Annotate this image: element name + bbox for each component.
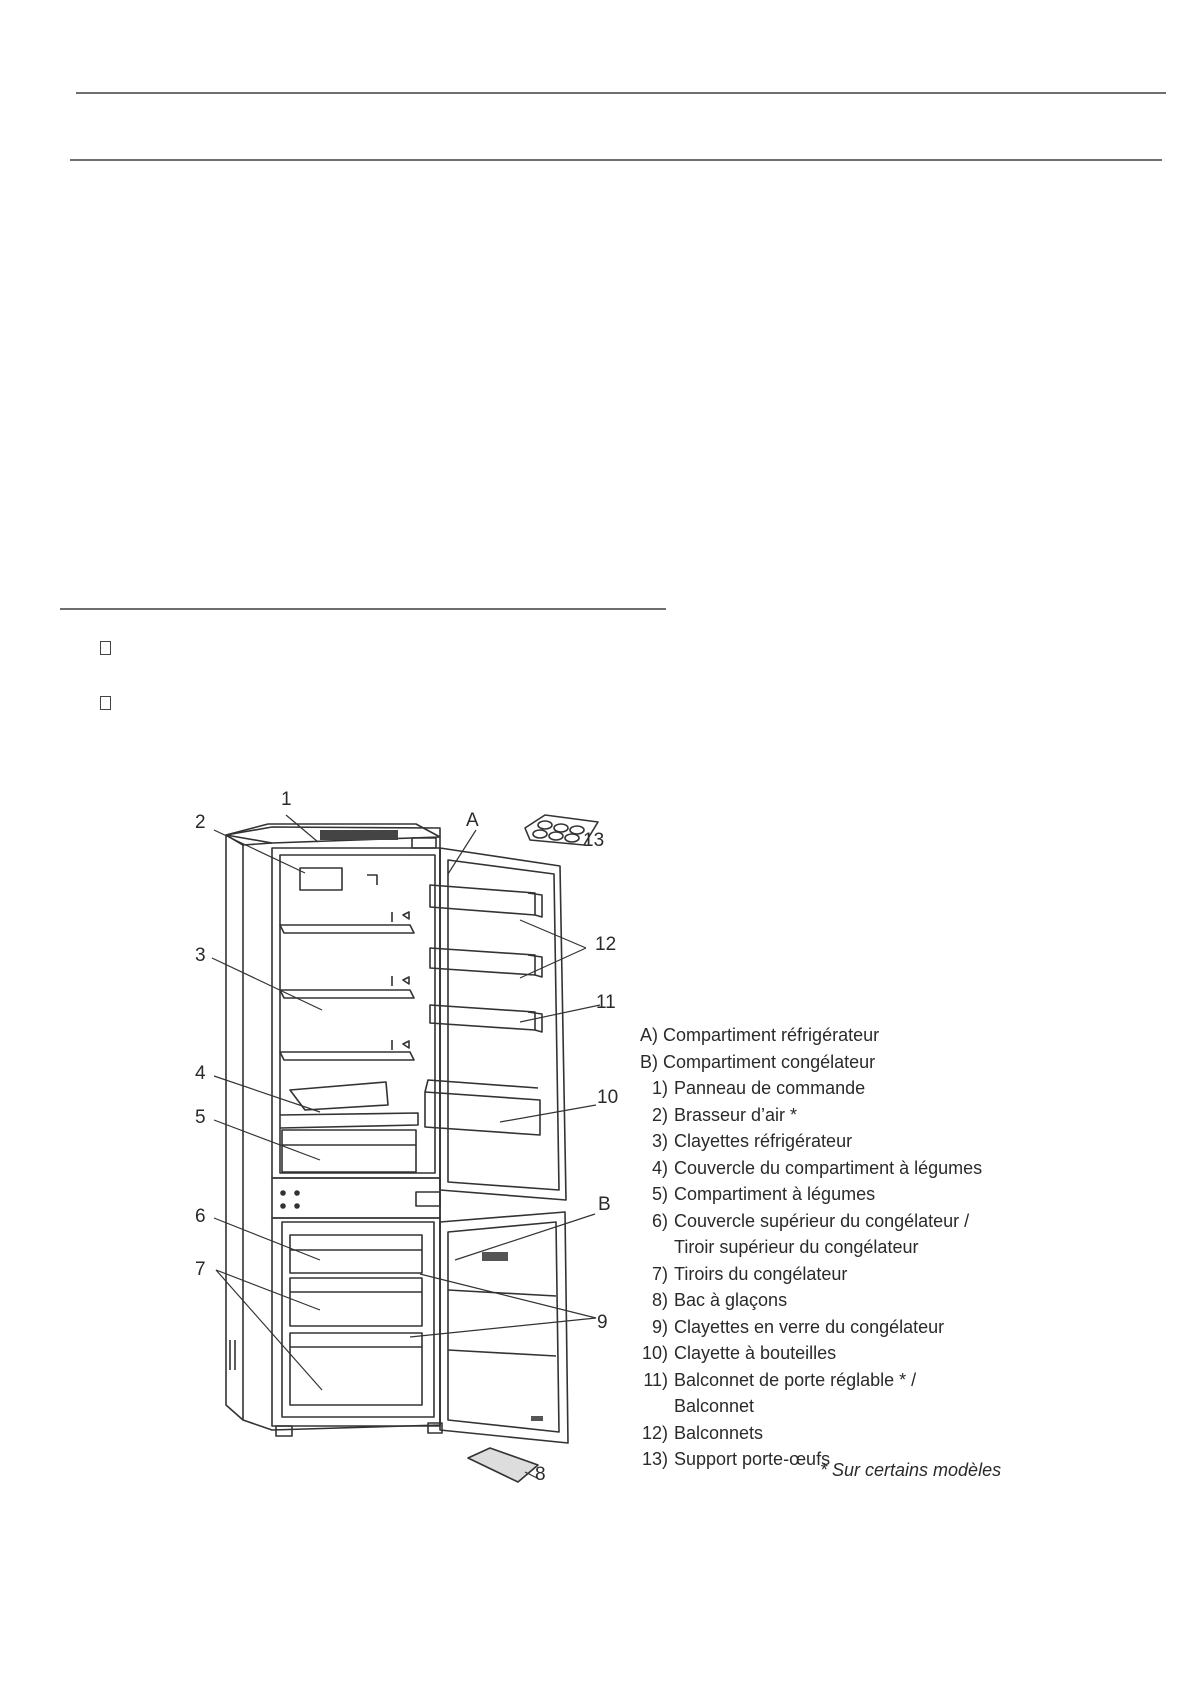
callout-5: 5	[195, 1107, 206, 1128]
callout-10: 10	[597, 1087, 619, 1108]
legend-item-2	[640, 1102, 982, 1129]
legend-key: A)	[640, 1025, 658, 1045]
legend-key: 7)	[651, 1263, 668, 1284]
legend-key: B)	[640, 1051, 658, 1072]
diagram-legend	[640, 1022, 982, 1473]
legend-text: Couvercle du compartiment à légumes	[674, 1157, 983, 1178]
crisper-lid-frame	[290, 1082, 388, 1110]
legend-key: 6)	[651, 1210, 668, 1231]
control-panel	[320, 830, 398, 840]
door-rack	[430, 885, 535, 915]
legend-text: Compartiment à légumes	[674, 1184, 876, 1204]
legend-item-4	[640, 1155, 982, 1182]
legend-text: Balconnet de porte réglable * /	[674, 1369, 917, 1390]
legend-item-5	[640, 1181, 982, 1208]
callout-12: 12	[595, 934, 617, 955]
legend-text: Couvercle supérieur du congélateur /	[674, 1210, 970, 1231]
freezer-door-shelf	[448, 1290, 556, 1356]
crisper-drawer	[282, 1130, 416, 1172]
legend-item-11	[640, 1367, 982, 1394]
legend-text: Balconnets	[674, 1422, 764, 1443]
legend-text: Tiroirs du congélateur	[674, 1263, 848, 1284]
legend-item-a	[640, 1022, 982, 1049]
callout-B: B	[598, 1194, 611, 1215]
fridge-door	[440, 848, 566, 1200]
legend-key: 3)	[651, 1131, 668, 1151]
callout-A: A	[466, 810, 479, 831]
fridge-shelf	[280, 1052, 414, 1060]
legend-text: Clayettes réfrigérateur	[674, 1131, 853, 1151]
legend-item-1	[640, 1075, 982, 1102]
legend-key: 13)	[641, 1449, 668, 1469]
legend-item-6	[640, 1208, 982, 1235]
freezer-door-label	[482, 1252, 508, 1261]
legend-text: Clayette à bouteilles	[674, 1343, 837, 1363]
callout-6: 6	[195, 1206, 206, 1227]
legend-text: Clayettes en verre du congélateur	[674, 1316, 945, 1337]
crisper-lid	[280, 1113, 418, 1128]
legend-key: 10)	[641, 1343, 668, 1363]
callout-8: 8	[535, 1464, 546, 1485]
legend-item-8	[640, 1287, 982, 1314]
legend-item-7	[640, 1261, 982, 1288]
freezer-drawer	[290, 1235, 422, 1273]
callout-11: 11	[596, 992, 616, 1013]
legend-item-12	[640, 1420, 982, 1447]
door-rack	[430, 1005, 535, 1030]
legend-key: 5)	[651, 1184, 668, 1204]
legend-text: Bac à glaçons	[674, 1290, 788, 1310]
legend-item-10	[640, 1340, 982, 1367]
legend-text: Support porte-œufs	[674, 1449, 831, 1469]
callout-9: 9	[597, 1312, 608, 1333]
legend-key: 8)	[651, 1290, 668, 1310]
legend-text: Compartiment réfrigérateur	[663, 1025, 880, 1045]
legend-key: 9)	[651, 1316, 668, 1337]
callout-4: 4	[195, 1063, 206, 1084]
freezer-drawer	[290, 1333, 422, 1405]
callout-2: 2	[195, 812, 206, 833]
legend-item-9	[640, 1314, 982, 1341]
legend-footnote: * Sur certains modèles	[820, 1460, 1002, 1480]
fridge-shelf	[280, 925, 414, 933]
callout-7: 7	[195, 1259, 206, 1280]
freezer-drawer	[290, 1278, 422, 1326]
ice-tray	[468, 1448, 538, 1482]
legend-text: Compartiment congélateur	[663, 1051, 876, 1072]
door-rack	[430, 948, 535, 975]
legend-item-6-continuation: Tiroir supérieur du congélateur	[674, 1237, 919, 1257]
legend-item-b	[640, 1049, 982, 1076]
legend-text: Panneau de commande	[674, 1078, 866, 1098]
air-blower	[300, 868, 342, 890]
callout-3: 3	[195, 945, 206, 966]
legend-text: Brasseur d’air *	[674, 1104, 798, 1125]
legend-key: 4)	[651, 1157, 668, 1178]
freezer-inner	[282, 1222, 434, 1417]
legend-key: 11)	[643, 1369, 668, 1390]
fridge-shelf	[280, 990, 414, 998]
legend-key: 2)	[651, 1104, 668, 1125]
bottle-rack	[425, 1092, 540, 1135]
legend-key: 1)	[651, 1078, 668, 1098]
legend-key: 12)	[641, 1422, 668, 1443]
callout-1: 1	[281, 789, 292, 810]
callout-13: 13	[583, 830, 605, 851]
legend-item-11-continuation: Balconnet	[674, 1396, 755, 1416]
legend-item-3	[640, 1128, 982, 1155]
